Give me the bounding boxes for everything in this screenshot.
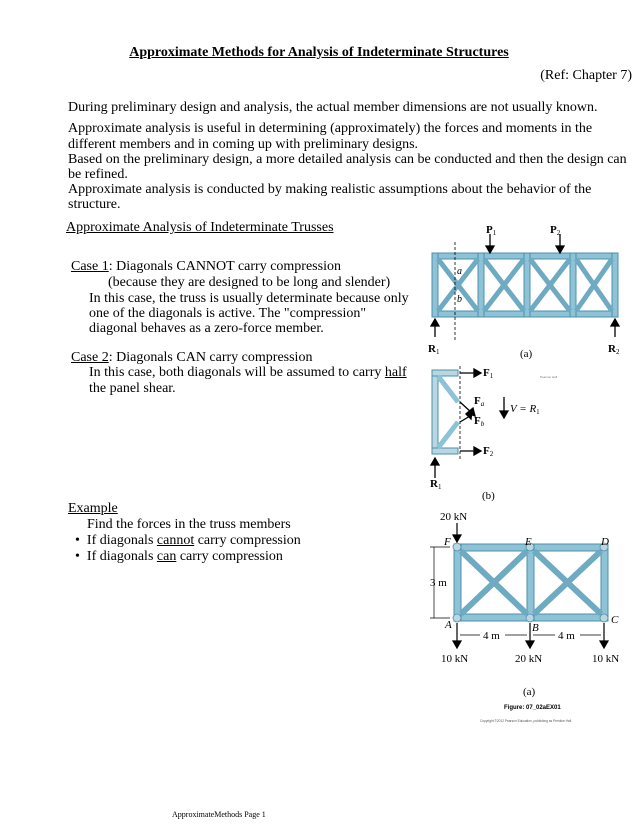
reaction-arrowhead-r2: [611, 319, 619, 326]
joint-f: [453, 543, 461, 551]
diagonal-b-label: b: [457, 294, 462, 305]
example-bullet-2: • If diagonals can carry compression: [75, 549, 283, 564]
bullet-2-can: can: [156, 549, 177, 564]
shear-arrowhead: [500, 411, 508, 418]
reaction-arrowhead-r1: [431, 319, 439, 326]
bullet-2-text-c: carry compression: [176, 549, 283, 564]
case1-line-4: diagonal behaves as a zero-force member.: [89, 321, 324, 336]
section-top-chord: [432, 370, 458, 376]
case2-line-1: [89, 364, 407, 381]
bullet-1-text-a: If diagonals: [86, 533, 157, 548]
truss-figure-a: [420, 222, 630, 362]
joint-a: [453, 614, 461, 622]
intro-line-4: Based on the preliminary design, a more detailed analysis can be conducted and then the design can: [68, 152, 627, 167]
example-bullet-1: • If diagonals cannot carry compression: [75, 533, 301, 548]
vertical-member: [478, 253, 484, 317]
bullet-1-text-c: carry compression: [194, 533, 301, 548]
section-figure-b: [420, 362, 580, 502]
load-arrowhead-f: [453, 535, 461, 542]
vertical-eb: [527, 544, 534, 621]
case2-label: Case 2: [71, 350, 109, 365]
case2-title-text: : Diagonals CAN carry compression: [108, 350, 313, 365]
case2-half: half: [384, 365, 407, 380]
intro-line-6: Approximate analysis is conducted by making realistic assumptions about the behavior of the: [68, 182, 592, 197]
figure-b-caption: (b): [482, 490, 495, 502]
figure-id: Figure: 07_02aEX01: [504, 705, 561, 711]
load-arrowhead-c: [600, 641, 608, 648]
r1-label: R1: [428, 343, 440, 356]
intro-line-7: structure.: [68, 197, 121, 212]
section-r1-label: R1: [430, 478, 442, 491]
vertical-member: [524, 253, 530, 317]
case2-line-1-text: In this case, both diagonals will be assumed to carry: [89, 365, 385, 380]
case1-line-3: one of the diagonals is active. The "compression": [89, 306, 367, 321]
intro-line-2: Approximate analysis is useful in determining (approximately) the forces and moments in the: [68, 121, 593, 136]
section-bottom-chord: [432, 448, 458, 454]
f2-label: F2: [483, 445, 494, 458]
span1-label: 4 m: [483, 630, 500, 642]
r2-label: R2: [608, 343, 620, 356]
vertical-member: [570, 253, 576, 317]
case1-line-1: (because they are designed to be long and slender): [108, 275, 391, 290]
example-truss-figure: [420, 505, 632, 727]
section-vertical: [432, 370, 438, 454]
load-arrowhead-p1: [486, 246, 494, 253]
reference: (Ref: Chapter 7): [540, 68, 632, 83]
load-arrowhead-a: [453, 641, 461, 648]
case1-line-2: In this case, the truss is usually determinate because only: [89, 291, 409, 306]
span2-label: 4 m: [558, 630, 575, 642]
section-diagonal-a: [438, 376, 458, 402]
bullet-1-cannot: cannot: [156, 533, 195, 548]
node-b: B: [532, 622, 539, 634]
vertical-dc: [601, 544, 608, 621]
tiny-note: Pearson Hall: [540, 375, 558, 379]
node-e: E: [525, 536, 532, 548]
fa-label: Fa: [474, 395, 485, 408]
f1-arrowhead: [474, 369, 481, 377]
page-title: Approximate Methods for Analysis of Indeterminate Structures: [129, 45, 509, 60]
joint-b: [526, 614, 534, 622]
vertical-fa: [454, 544, 461, 621]
intro-line-5: be refined.: [68, 167, 128, 182]
load-arrowhead-p2: [556, 246, 564, 253]
example-heading: Example: [68, 501, 118, 516]
load-f-label: 20 kN: [440, 511, 468, 523]
section-heading: Approximate Analysis of Indeterminate Trusses: [66, 220, 334, 235]
f2-arrowhead: [474, 447, 481, 455]
example-task: Find the forces in the truss members: [87, 517, 291, 532]
load-a-label: 10 kN: [441, 653, 469, 665]
shear-equation: V = R1: [510, 403, 540, 416]
case1-title: [71, 258, 341, 275]
case2-line-2: the panel shear.: [89, 381, 176, 396]
figure-caption: (a): [523, 686, 536, 698]
joint-c: [600, 614, 608, 622]
copyright-note: Copyright ©2012 Pearson Education, publishing as Prentice Hall: [480, 719, 572, 723]
fb-label: Fb: [474, 415, 485, 428]
load-arrowhead-b: [526, 641, 534, 648]
vertical-member: [612, 253, 618, 317]
figure-a-caption: (a): [520, 348, 533, 360]
diagonal-a-label: a: [457, 266, 462, 277]
vertical-member: [432, 253, 438, 317]
intro-line-1: During preliminary design and analysis, the actual member dimensions are not usually known.: [68, 100, 598, 115]
node-d: D: [601, 536, 609, 548]
f1-label: F1: [483, 367, 494, 380]
height-label: 3 m: [430, 577, 447, 589]
page-footer: ApproximateMethods Page 1: [172, 810, 266, 819]
node-c: C: [611, 614, 619, 626]
node-f: F: [444, 536, 451, 548]
bullet-2-text-a: If diagonals: [86, 549, 157, 564]
load-c-label: 10 kN: [592, 653, 620, 665]
p1-label: P1: [486, 224, 497, 237]
section-diagonal-b: [438, 422, 458, 448]
p2-label: P2: [550, 224, 561, 237]
load-b-label: 20 kN: [515, 653, 543, 665]
intro-line-3: different members and in coming up with preliminary designs.: [68, 137, 419, 152]
case1-title-text: : Diagonals CANNOT carry compression: [108, 259, 341, 274]
section-r1-arrowhead: [431, 458, 439, 465]
node-a: A: [445, 619, 452, 631]
case1-label: Case 1: [71, 259, 109, 274]
